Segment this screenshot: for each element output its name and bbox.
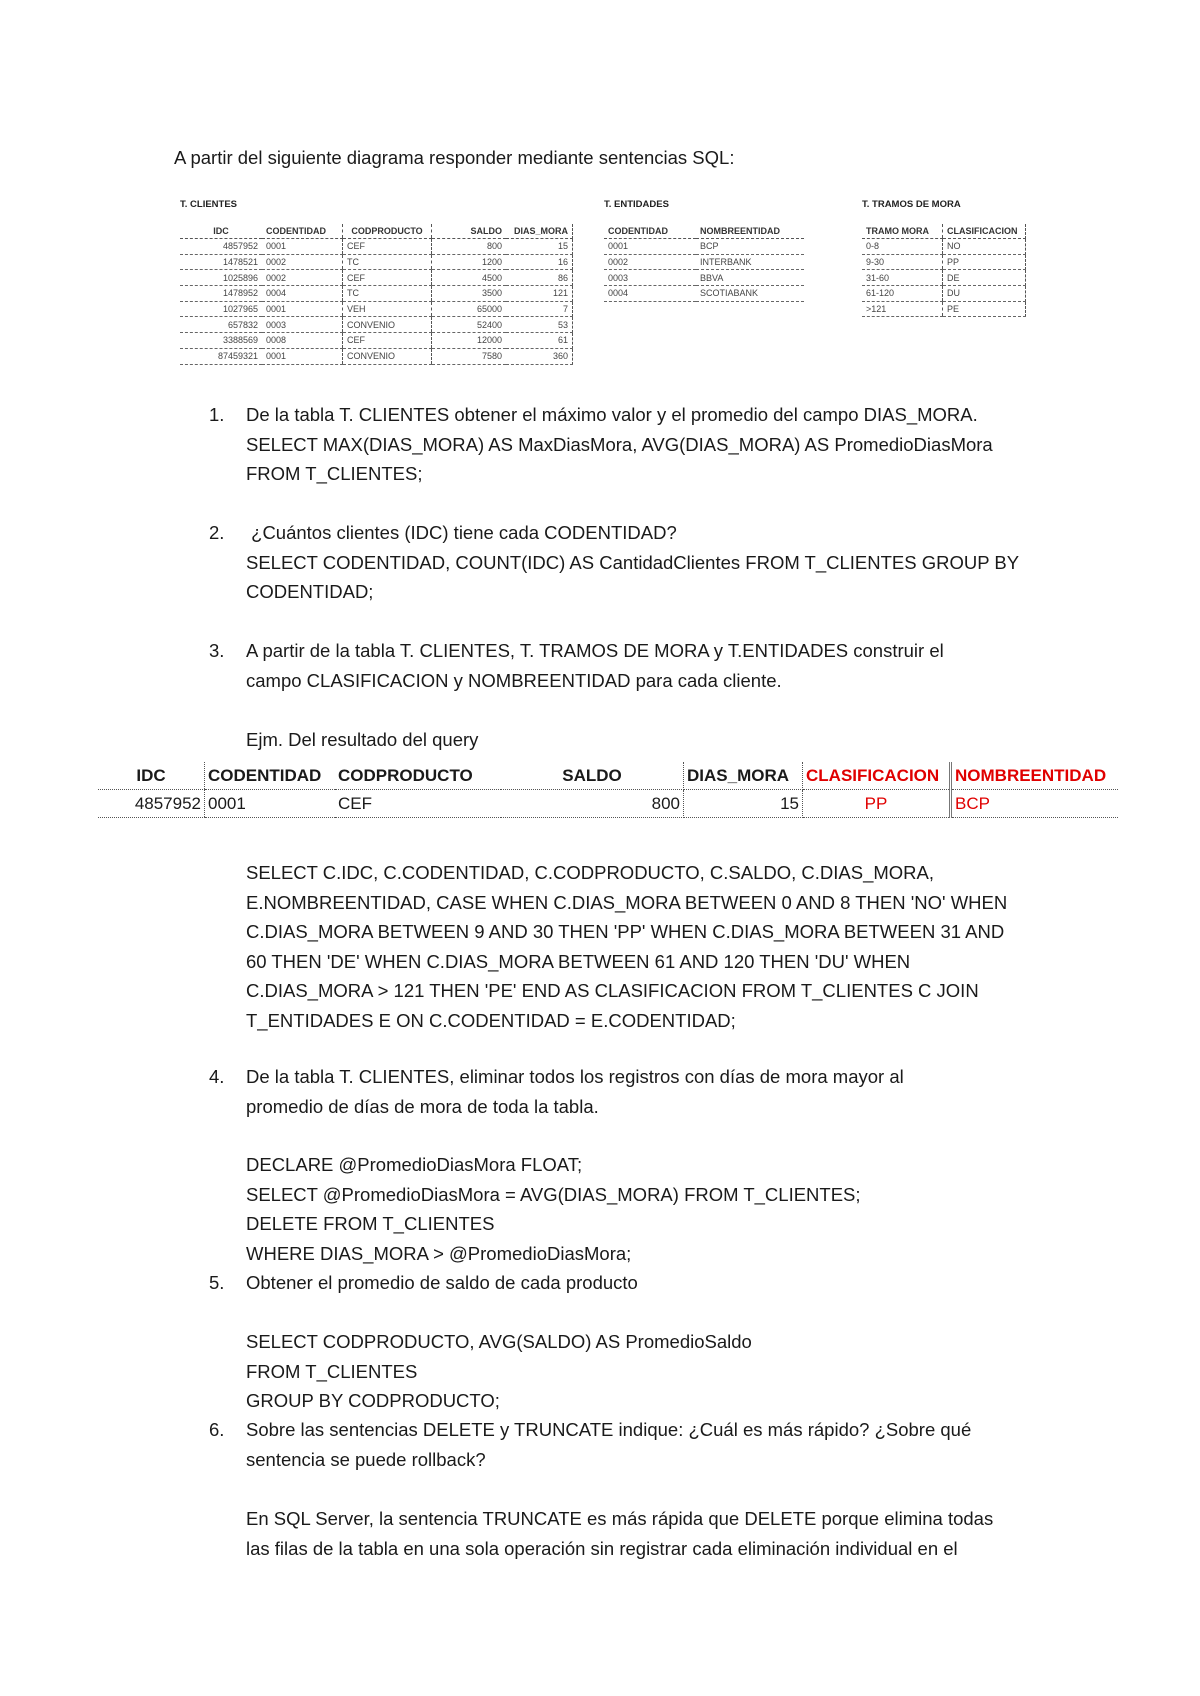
sql-line: SELECT CODENTIDAD, COUNT(IDC) AS CantidadClientes FROM T_CLIENTES GROUP BY bbox=[246, 551, 1020, 573]
table-cell: 4500 bbox=[432, 270, 507, 286]
table-cell: 800 bbox=[501, 790, 684, 818]
table-cell: 0001 bbox=[262, 239, 343, 255]
table-cell: 9-30 bbox=[862, 254, 943, 270]
table-row bbox=[98, 790, 1118, 818]
table-row bbox=[180, 286, 573, 302]
table-row bbox=[862, 239, 1026, 255]
col-header: SALDO bbox=[501, 762, 684, 790]
col-header: IDC bbox=[180, 224, 262, 239]
table-cell: BCP bbox=[696, 239, 804, 255]
example-label: Ejm. Del resultado del query bbox=[246, 729, 479, 750]
question-text: sentencia se puede rollback? bbox=[246, 1448, 486, 1470]
table-cell: 61 bbox=[506, 333, 573, 349]
table-row bbox=[604, 239, 804, 255]
table-cell: 52400 bbox=[432, 317, 507, 333]
table-cell: BCP bbox=[951, 790, 1119, 818]
col-header: CODPRODUCTO bbox=[343, 224, 432, 239]
table-cell: 87459321 bbox=[180, 348, 262, 364]
table-cell: 0001 bbox=[262, 348, 343, 364]
table-cell: 800 bbox=[432, 239, 507, 255]
table-cell: VEH bbox=[343, 301, 432, 317]
table-row bbox=[180, 254, 573, 270]
question-text: ¿Cuántos clientes (IDC) tiene cada CODENTIDAD? bbox=[246, 522, 677, 543]
table-row bbox=[180, 333, 573, 349]
table-cell: PP bbox=[803, 790, 951, 818]
sql-line: DECLARE @PromedioDiasMora FLOAT; bbox=[246, 1154, 583, 1175]
sql-line: SELECT MAX(DIAS_MORA) AS MaxDiasMora, AVG(DIAS_MORA) AS PromedioDiasMora bbox=[246, 433, 993, 455]
sql-line: C.DIAS_MORA > 121 THEN 'PE' END AS CLASIFICACION FROM T_CLIENTES C JOIN bbox=[246, 980, 979, 1001]
answer-block bbox=[246, 1504, 1066, 1563]
col-header: DIAS_MORA bbox=[506, 224, 573, 239]
sql-block bbox=[246, 1150, 1066, 1268]
table-cell: 0008 bbox=[262, 333, 343, 349]
table-cell: TC bbox=[343, 254, 432, 270]
table-cell: INTERBANK bbox=[696, 254, 804, 270]
table-row bbox=[180, 317, 573, 333]
col-header: SALDO bbox=[432, 224, 507, 239]
question-text: De la tabla T. CLIENTES, eliminar todos los registros con días de mora mayor al bbox=[246, 1066, 904, 1087]
table-cell: 15 bbox=[684, 790, 803, 818]
table-cell: 7580 bbox=[432, 348, 507, 364]
table-row bbox=[862, 270, 1026, 286]
table-cell: 0002 bbox=[262, 270, 343, 286]
table-row bbox=[180, 239, 573, 255]
sql-line: SELECT C.IDC, C.CODENTIDAD, C.CODPRODUCTO, C.SALDO, C.DIAS_MORA, bbox=[246, 862, 935, 883]
col-header: DIAS_MORA bbox=[684, 762, 803, 790]
sql-block bbox=[246, 858, 1066, 1035]
sql-line: WHERE DIAS_MORA > @PromedioDiasMora; bbox=[246, 1242, 632, 1264]
table-row bbox=[862, 254, 1026, 270]
table-row bbox=[180, 348, 573, 364]
answer-line: las filas de la tabla en una sola operación sin registrar cada eliminación individual en el bbox=[246, 1537, 958, 1559]
question-number: 2. bbox=[209, 522, 225, 543]
table-cell: 7 bbox=[506, 301, 573, 317]
table-cell: 31-60 bbox=[862, 270, 943, 286]
table-row bbox=[180, 270, 573, 286]
table-cell: CEF bbox=[343, 270, 432, 286]
table-cell: 1200 bbox=[432, 254, 507, 270]
sql-line: SELECT CODPRODUCTO, AVG(SALDO) AS PromedioSaldo bbox=[246, 1331, 752, 1352]
sql-line: C.DIAS_MORA BETWEEN 9 AND 30 THEN 'PP' WHEN C.DIAS_MORA BETWEEN 31 AND bbox=[246, 921, 1005, 942]
sql-block bbox=[246, 1327, 1066, 1416]
table-tramos-title: T. TRAMOS DE MORA bbox=[862, 199, 961, 210]
table-entidades bbox=[604, 199, 804, 302]
col-header: TRAMO MORA bbox=[862, 224, 943, 239]
sql-line: T_ENTIDADES E ON C.CODENTIDAD = E.CODENTIDAD; bbox=[246, 1009, 736, 1031]
table-cell: TC bbox=[343, 286, 432, 302]
col-header: CODPRODUCTO bbox=[335, 762, 501, 790]
table-cell: 1478521 bbox=[180, 254, 262, 270]
sql-line: FROM T_CLIENTES; bbox=[246, 463, 423, 484]
table-cell: 1025896 bbox=[180, 270, 262, 286]
table-cell: DU bbox=[943, 286, 1026, 302]
table-cell: 0002 bbox=[604, 254, 696, 270]
col-header: CLASIFICACION bbox=[803, 762, 951, 790]
table-cell: 4857952 bbox=[180, 239, 262, 255]
table-cell: 53 bbox=[506, 317, 573, 333]
table-cell: 4857952 bbox=[98, 790, 205, 818]
table-cell: 360 bbox=[506, 348, 573, 364]
question-number: 1. bbox=[209, 404, 225, 425]
col-header: CLASIFICACION bbox=[943, 224, 1026, 239]
intro-text: A partir del siguiente diagrama responder mediante sentencias SQL: bbox=[174, 147, 735, 168]
table-cell: 86 bbox=[506, 270, 573, 286]
question-text: campo CLASIFICACION y NOMBREENTIDAD para cada cliente. bbox=[246, 669, 782, 691]
table-cell: 0004 bbox=[604, 286, 696, 302]
table-cell: 16 bbox=[506, 254, 573, 270]
table-row bbox=[604, 270, 804, 286]
sql-line: CODENTIDAD; bbox=[246, 581, 374, 602]
question-number: 5. bbox=[209, 1272, 225, 1293]
table-cell: 61-120 bbox=[862, 286, 943, 302]
table-cell: CONVENIO bbox=[343, 348, 432, 364]
table-clientes bbox=[180, 199, 573, 365]
question-number: 6. bbox=[209, 1419, 225, 1440]
question-number: 4. bbox=[209, 1066, 225, 1087]
col-header: NOMBREENTIDAD bbox=[951, 762, 1119, 790]
table-cell: 0001 bbox=[205, 790, 336, 818]
sql-line: FROM T_CLIENTES bbox=[246, 1360, 418, 1382]
table-row bbox=[180, 301, 573, 317]
table-cell: >121 bbox=[862, 301, 943, 317]
table-cell: 15 bbox=[506, 239, 573, 255]
question-text: A partir de la tabla T. CLIENTES, T. TRAMOS DE MORA y T.ENTIDADES construir el bbox=[246, 640, 944, 661]
col-header: IDC bbox=[98, 762, 205, 790]
answer-line: En SQL Server, la sentencia TRUNCATE es más rápida que DELETE porque elimina todas bbox=[246, 1508, 994, 1529]
table-row bbox=[862, 301, 1026, 317]
table-cell: 0-8 bbox=[862, 239, 943, 255]
table-row bbox=[604, 286, 804, 302]
question-text: Obtener el promedio de saldo de cada producto bbox=[246, 1272, 638, 1293]
table-cell: PP bbox=[943, 254, 1026, 270]
table-cell: 121 bbox=[506, 286, 573, 302]
example-result-table bbox=[98, 762, 1118, 818]
col-header: CODENTIDAD bbox=[604, 224, 696, 239]
table-cell: CONVENIO bbox=[343, 317, 432, 333]
table-cell: 65000 bbox=[432, 301, 507, 317]
table-cell: DE bbox=[943, 270, 1026, 286]
table-cell: CEF bbox=[335, 790, 501, 818]
table-clientes-title: T. CLIENTES bbox=[180, 199, 238, 210]
sql-line: 60 THEN 'DE' WHEN C.DIAS_MORA BETWEEN 61 AND 120 THEN 'DU' WHEN bbox=[246, 950, 911, 972]
table-cell: 3388569 bbox=[180, 333, 262, 349]
table-row bbox=[862, 286, 1026, 302]
question-number: 3. bbox=[209, 640, 225, 661]
table-cell: 0002 bbox=[262, 254, 343, 270]
table-cell: CEF bbox=[343, 239, 432, 255]
sql-line: SELECT @PromedioDiasMora = AVG(DIAS_MORA) FROM T_CLIENTES; bbox=[246, 1183, 861, 1205]
table-cell: CEF bbox=[343, 333, 432, 349]
table-cell: 657832 bbox=[180, 317, 262, 333]
table-cell: NO bbox=[943, 239, 1026, 255]
table-cell: BBVA bbox=[696, 270, 804, 286]
sql-line: DELETE FROM T_CLIENTES bbox=[246, 1213, 495, 1234]
table-cell: 1478952 bbox=[180, 286, 262, 302]
table-cell: 0004 bbox=[262, 286, 343, 302]
question-text: De la tabla T. CLIENTES obtener el máximo valor y el promedio del campo DIAS_MORA. bbox=[246, 404, 978, 425]
table-cell: 3500 bbox=[432, 286, 507, 302]
table-cell: 0001 bbox=[604, 239, 696, 255]
table-cell: 12000 bbox=[432, 333, 507, 349]
table-cell: 1027965 bbox=[180, 301, 262, 317]
table-entidades-title: T. ENTIDADES bbox=[604, 199, 669, 210]
table-cell: 0001 bbox=[262, 301, 343, 317]
table-row bbox=[604, 254, 804, 270]
table-tramos bbox=[862, 199, 1026, 317]
col-header: CODENTIDAD bbox=[205, 762, 336, 790]
col-header: NOMBREENTIDAD bbox=[696, 224, 804, 239]
sql-line: E.NOMBREENTIDAD, CASE WHEN C.DIAS_MORA BETWEEN 0 AND 8 THEN 'NO' WHEN bbox=[246, 891, 1008, 913]
col-header: CODENTIDAD bbox=[262, 224, 343, 239]
table-cell: SCOTIABANK bbox=[696, 286, 804, 302]
question-text: promedio de días de mora de toda la tabla. bbox=[246, 1095, 599, 1117]
question-text: Sobre las sentencias DELETE y TRUNCATE indique: ¿Cuál es más rápido? ¿Sobre qué bbox=[246, 1419, 972, 1440]
table-cell: 0003 bbox=[262, 317, 343, 333]
sql-line: GROUP BY CODPRODUCTO; bbox=[246, 1390, 500, 1411]
table-cell: 0003 bbox=[604, 270, 696, 286]
table-cell: PE bbox=[943, 301, 1026, 317]
